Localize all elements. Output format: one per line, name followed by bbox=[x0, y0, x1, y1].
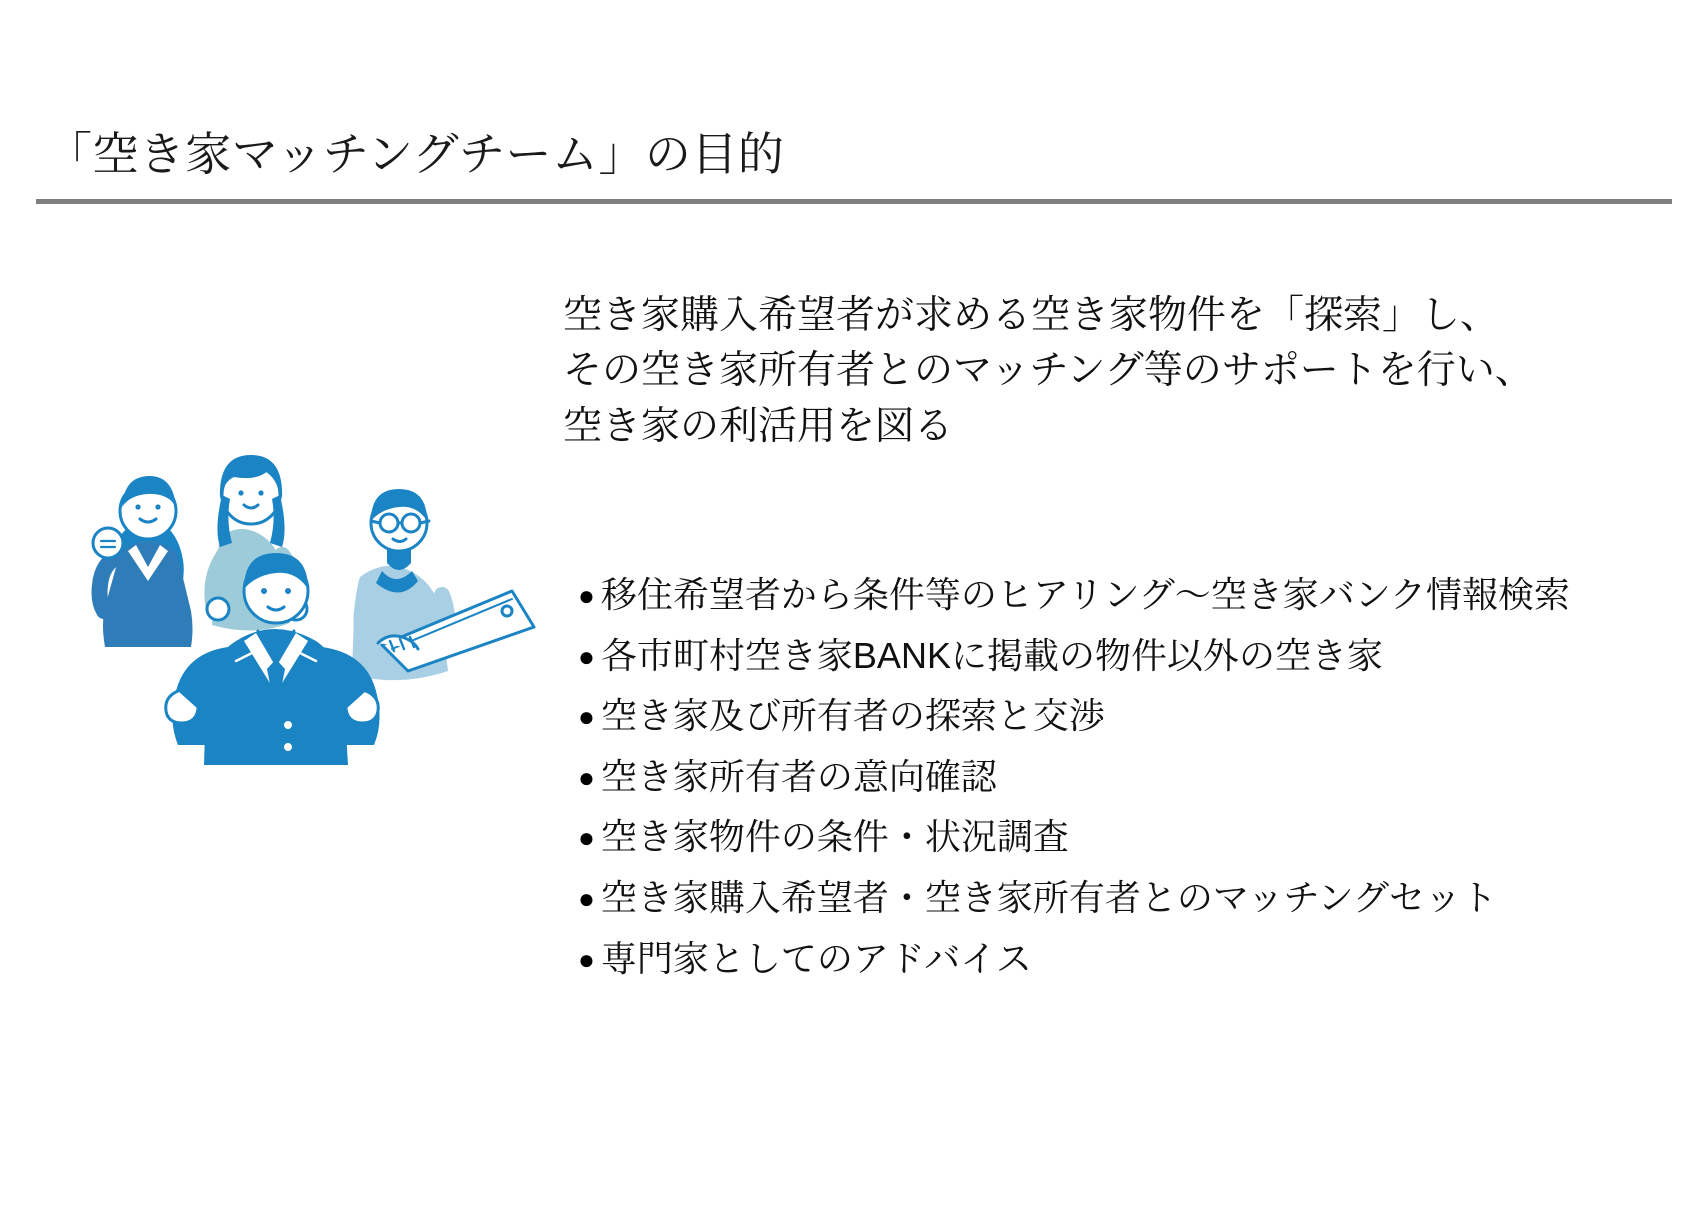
title-divider bbox=[36, 199, 1672, 204]
bullet-dot-icon: ● bbox=[578, 580, 595, 611]
bullet-dot-icon: ● bbox=[578, 701, 595, 733]
list-item-label: 空き家物件の条件・状況調査 bbox=[600, 816, 1069, 858]
list-item-label: 各市町村空き家BANKに掲載の物件以外の空き家 bbox=[600, 634, 1383, 676]
list-item bbox=[578, 878, 1658, 918]
list-item-label: 空き家及び所有者の探索と交渉 bbox=[600, 695, 1105, 737]
bullet-dot-icon: ● bbox=[578, 882, 595, 914]
page-title: 「空き家マッチングチーム」の目的 bbox=[46, 128, 785, 180]
list-item bbox=[578, 696, 1658, 736]
bullet-dot-icon: ● bbox=[578, 943, 595, 975]
bullet-dot-icon: ● bbox=[578, 640, 595, 672]
lead-line-2: その空き家所有者とのマッチング等のサポートを行い、 bbox=[563, 349, 1534, 393]
lead-paragraph bbox=[563, 288, 1653, 454]
lead-line-1: 空き家購入希望者が求める空き家物件を「探索」し、 bbox=[563, 294, 1500, 337]
lead-line-3: 空き家の利活用を図る bbox=[563, 404, 954, 448]
bullet-list bbox=[578, 575, 1658, 999]
list-item-label: 移住希望者から条件等のヒアリング〜空き家バンク情報検索 bbox=[600, 574, 1571, 615]
list-item bbox=[578, 757, 1658, 797]
list-item bbox=[578, 939, 1658, 979]
list-item-label: 空き家購入希望者・空き家所有者とのマッチングセット bbox=[600, 876, 1497, 918]
people-illustration bbox=[60, 395, 540, 765]
list-item bbox=[578, 636, 1658, 676]
list-item bbox=[578, 575, 1658, 615]
list-item bbox=[578, 817, 1658, 857]
bullet-dot-icon: ● bbox=[578, 761, 595, 793]
list-item-label: 空き家所有者の意向確認 bbox=[600, 755, 997, 797]
bullet-dot-icon: ● bbox=[578, 822, 595, 854]
list-item-label: 専門家としてのアドバイス bbox=[600, 937, 1032, 979]
